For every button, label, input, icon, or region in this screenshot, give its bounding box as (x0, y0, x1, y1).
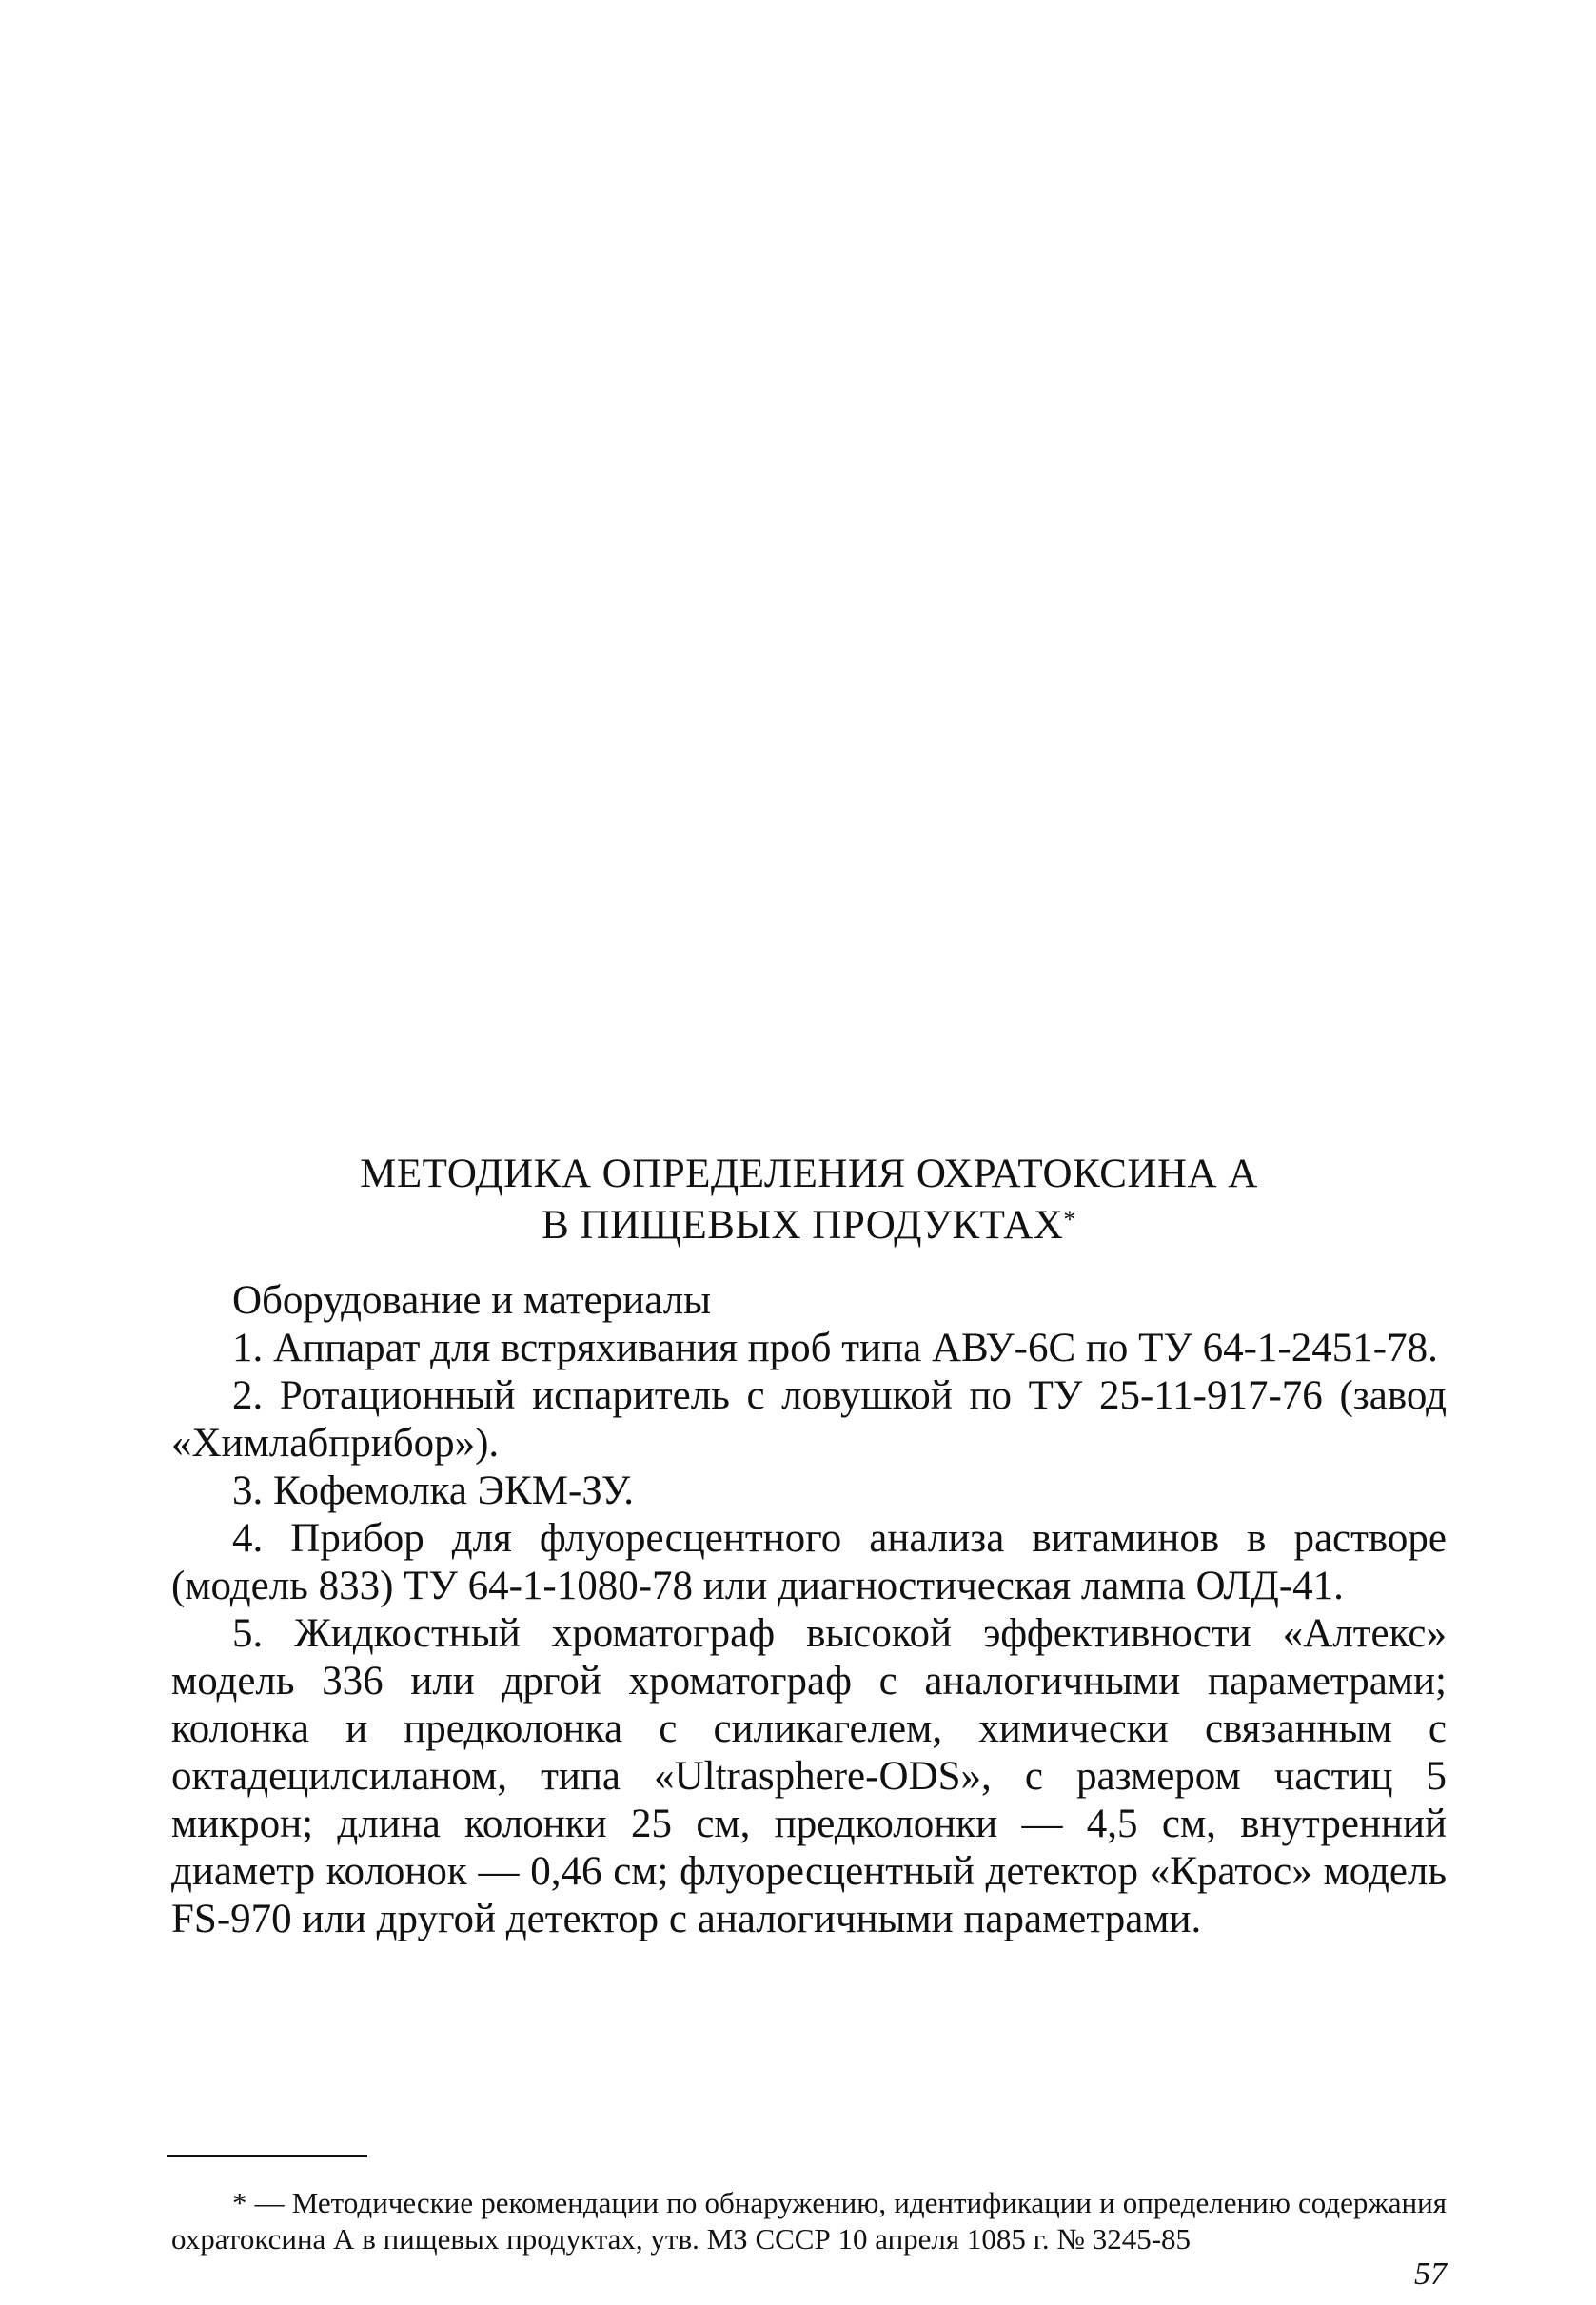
document-title-line-2-text: В ПИЩЕВЫХ ПРОДУКТАХ (542, 1203, 1064, 1248)
footnote: * — Методические рекомендации по обнаружению, идентификации и определению содержания охратоксина А в пищевых продуктах, утв. МЗ СССР 10 апреля 1085 г. № 3245-85 (171, 2186, 1447, 2256)
equipment-item-4: 4. Прибор для флуоресцентного анализа витаминов в растворе (модель 833) ТУ 64-1-1080-78 или диагностическая лампа ОЛД-41. (171, 1516, 1447, 1608)
title-footnote-mark: * (1063, 1206, 1076, 1233)
equipment-item-1: 1. Аппарат для встряхивания проб типа АВУ-6С по ТУ 64-1-2451-78. (232, 1326, 1438, 1370)
page-number: 57 (1414, 2256, 1447, 2292)
section-heading: Оборудование и материалы (232, 1278, 712, 1323)
equipment-item-3: 3. Кофемолка ЭКМ-ЗУ. (232, 1468, 634, 1513)
document-title-line-1: МЕТОДИКА ОПРЕДЕЛЕНИЯ ОХРАТОКСИНА А (360, 1152, 1258, 1196)
footnote-divider (167, 2155, 367, 2157)
document-title-line-2 (171, 1201, 1447, 1251)
equipment-item-5: 5. Жидкостный хроматограф высокой эффективности «Алтекс» модель 336 или дргой хроматограф с аналогичными параметрами; колонка и предколонка с силикагелем, химически связанным с октадецилсиланом, типа «Ultrasphere-ODS», с размером частиц 5 микрон; длина колонки 25 см, предколонки — 4,5 см, внутренний диаметр колонок — 0,46 см; флуоресцентный детектор «Кратос» модель FS-970 или другой детектор с аналогичными параметрами. (171, 1611, 1447, 1941)
equipment-item-2: 2. Ротационный испаритель с ловушкой по ТУ 25-11-917-76 (завод «Химлабприбор»). (171, 1373, 1447, 1466)
document-body (171, 1277, 1447, 1943)
